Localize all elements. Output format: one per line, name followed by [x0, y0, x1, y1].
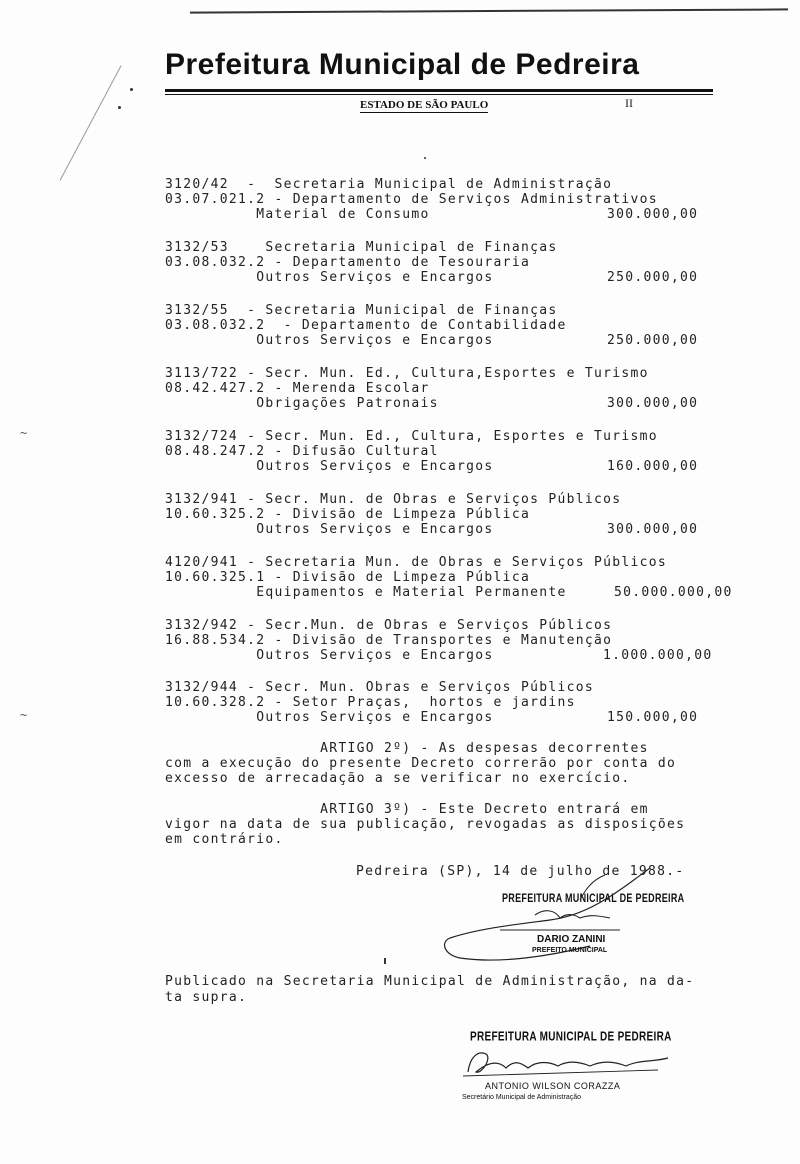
entry-line: 10.60.328.2 - Setor Praças, hortos e jardins: [165, 695, 576, 710]
scan-mark: [384, 958, 386, 964]
entry-amount: 250.000,00: [607, 333, 699, 348]
entry-amount: 160.000,00: [607, 459, 699, 474]
top-border-line: [190, 8, 788, 13]
entry-line: Outros Serviços e Encargos: [165, 522, 494, 537]
entry-amount: 300.000,00: [607, 207, 699, 222]
entry-line: Outros Serviços e Encargos: [165, 648, 494, 663]
entry-line: Material de Consumo: [165, 207, 430, 222]
punch-hole-mark: ~: [20, 708, 28, 722]
scan-dot: [118, 106, 121, 109]
entry-line: 4120/941 - Secretaria Mun. de Obras e Serviços Públicos: [165, 555, 667, 570]
entry-line: Outros Serviços e Encargos: [165, 333, 494, 348]
entry-line: 3113/722 - Secr. Mun. Ed., Cultura,Esportes e Turismo: [165, 366, 649, 381]
mayor-name: DARIO ZANINI: [537, 934, 606, 945]
letterhead-title: Prefeitura Municipal de Pedreira: [165, 48, 640, 81]
entry-amount: 1.000.000,00: [603, 648, 713, 663]
entry-line: 3132/724 - Secr. Mun. Ed., Cultura, Esportes e Turismo: [165, 429, 658, 444]
entry-amount: 50.000.000,00: [614, 585, 733, 600]
letterhead-rule: [165, 89, 713, 92]
stamp-entity: PREFEITURA MUNICIPAL DE PEDREIRA: [470, 1030, 672, 1045]
secretary-role: Secretário Municipal de Administração: [462, 1094, 582, 1101]
letterhead-rule-thin: [165, 94, 713, 95]
article-line: com a execução do presente Decreto correrão por conta do: [165, 756, 677, 771]
entry-line: 08.48.247.2 - Difusão Cultural: [165, 444, 439, 459]
date-line: Pedreira (SP), 14 de julho de 1988.-: [356, 864, 685, 879]
entry-line: 03.08.032.2 - Departamento de Contabilidade: [165, 318, 567, 333]
entry-line: 08.42.427.2 - Merenda Escolar: [165, 381, 430, 396]
entry-amount: 250.000,00: [607, 270, 699, 285]
entry-line: 16.88.534.2 - Divisão de Transportes e Manutenção: [165, 633, 613, 648]
entry-amount: 300.000,00: [607, 522, 699, 537]
entry-line: 10.60.325.1 - Divisão de Limpeza Pública: [165, 570, 531, 585]
entry-line: Outros Serviços e Encargos: [165, 710, 494, 725]
article-line: excesso de arrecadação a se verificar no exercício.: [165, 771, 631, 786]
entry-line: 3132/55 - Secretaria Municipal de Finanças: [165, 303, 558, 318]
entry-line: 3120/42 - Secretaria Municipal de Administração: [165, 177, 613, 192]
publication-line: ta supra.: [165, 990, 248, 1005]
entry-line: Outros Serviços e Encargos: [165, 459, 494, 474]
entry-line: 03.08.032.2 - Departamento de Tesouraria: [165, 255, 531, 270]
entry-line: Equipamentos e Material Permanente: [165, 585, 567, 600]
entry-line: 3132/944 - Secr. Mun. Obras e Serviços Públicos: [165, 680, 594, 695]
secretary-signature-icon: [458, 1042, 678, 1082]
entry-line: 03.07.021.2 - Departamento de Serviços Administrativos: [165, 192, 658, 207]
scan-dot: [424, 157, 426, 159]
entry-line: Outros Serviços e Encargos: [165, 270, 494, 285]
article-line: vigor na data de sua publicação, revogadas as disposições: [165, 817, 686, 832]
entry-line: 3132/942 - Secr.Mun. de Obras e Serviços Públicos: [165, 618, 613, 633]
article-line: ARTIGO 3º) - Este Decreto entrará em: [165, 802, 649, 817]
entry-line: 10.60.325.2 - Divisão de Limpeza Pública: [165, 507, 531, 522]
entry-amount: 150.000,00: [607, 710, 699, 725]
page-number: II: [625, 96, 633, 110]
mayor-role: PREFEITO MUNICIPAL: [532, 947, 608, 954]
scan-dot: [130, 88, 133, 91]
scan-artifact-line: [60, 65, 122, 180]
entry-line: 3132/53 Secretaria Municipal de Finanças: [165, 240, 558, 255]
publication-line: Publicado na Secretaria Municipal de Administração, na da-: [165, 974, 695, 989]
letterhead-state: ESTADO DE SÃO PAULO: [360, 99, 489, 111]
article-line: em contrário.: [165, 832, 284, 847]
secretary-name: ANTONIO WILSON CORAZZA: [485, 1081, 621, 1091]
punch-hole-mark: ~: [20, 426, 28, 440]
entry-amount: 300.000,00: [607, 396, 699, 411]
article-line: ARTIGO 2º) - As despesas decorrentes: [165, 741, 649, 756]
entry-line: 3132/941 - Secr. Mun. de Obras e Serviços Públicos: [165, 492, 622, 507]
stamp-entity: PREFEITURA MUNICIPAL DE PEDREIRA: [502, 891, 685, 905]
entry-line: Obrigações Patronais: [165, 396, 439, 411]
